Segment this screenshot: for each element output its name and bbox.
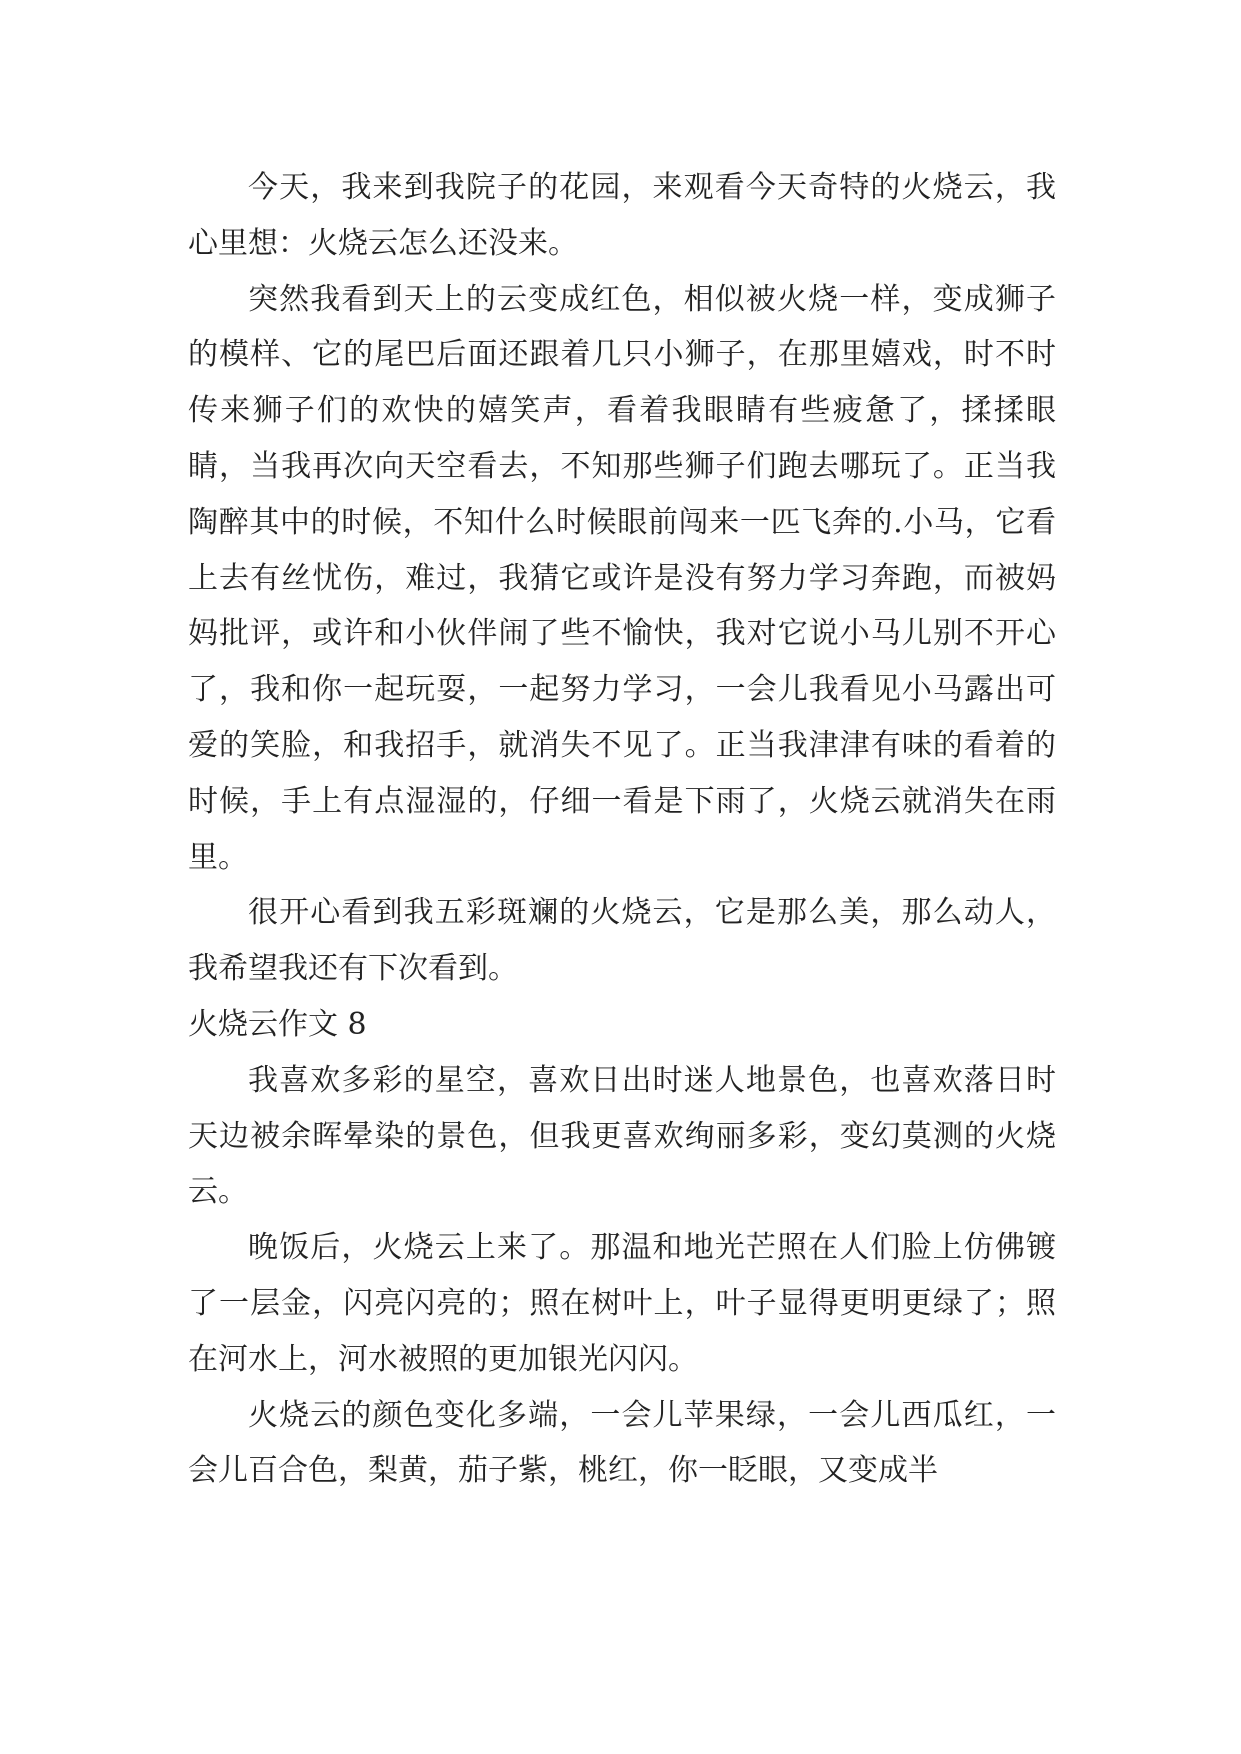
paragraph-1: 今天，我来到我院子的花园，来观看今天奇特的火烧云，我心里想：火烧云怎么还没来。 xyxy=(188,170,1056,261)
paragraph-2: 突然我看到天上的云变成红色，相似被火烧一样，变成狮子的模样、它的尾巴后面还跟着几只小狮子，在那里嬉戏，时不时传来狮子们的欢快的嬉笑声，看着我眼睛有些疲惫了，揉揉眼睛，当我再次向天空看去，不知那些狮子们跑去哪玩了。正当我陶醉其中的时候，不知什么时候眼前闯来一匹飞奔的.小马，它看上去有丝忧伤，难过，我猜它或许是没有努力学习奔跑，而被妈妈批评，或许和小伙伴闹了些不愉快，我对它说小马儿别不开心了，我和你一起玩耍，一起努力学习，一会儿我看见小马露出可爱的笑脸，和我招手，就消失不见了。正当我津津有味的看着的时候，手上有点湿湿的，仔细一看是下雨了，火烧云就消失在雨里。 xyxy=(188,281,1056,875)
article-body xyxy=(188,160,1056,1499)
paragraph-4: 我喜欢多彩的星空，喜欢日出时迷人地景色，也喜欢落日时天边被余晖晕染的景色，但我更喜欢绚丽多彩，变幻莫测的火烧云。 xyxy=(188,1062,1056,1210)
paragraph-6: 火烧云的颜色变化多端，一会儿苹果绿，一会儿西瓜红，一会儿百合色，梨黄，茄子紫，桃红，你一眨眼，又变成半 xyxy=(188,1397,1056,1489)
paragraph-3: 很开心看到我五彩斑斓的火烧云，它是那么美，那么动人，我希望我还有下次看到。 xyxy=(188,895,1056,987)
section-heading: 火烧云作文 8 xyxy=(188,1006,367,1042)
paragraph-5: 晚饭后，火烧云上来了。那温和地光芒照在人们脸上仿佛镀了一层金，闪亮闪亮的；照在树叶上，叶子显得更明更绿了；照在河水上，河水被照的更加银光闪闪。 xyxy=(188,1230,1056,1377)
